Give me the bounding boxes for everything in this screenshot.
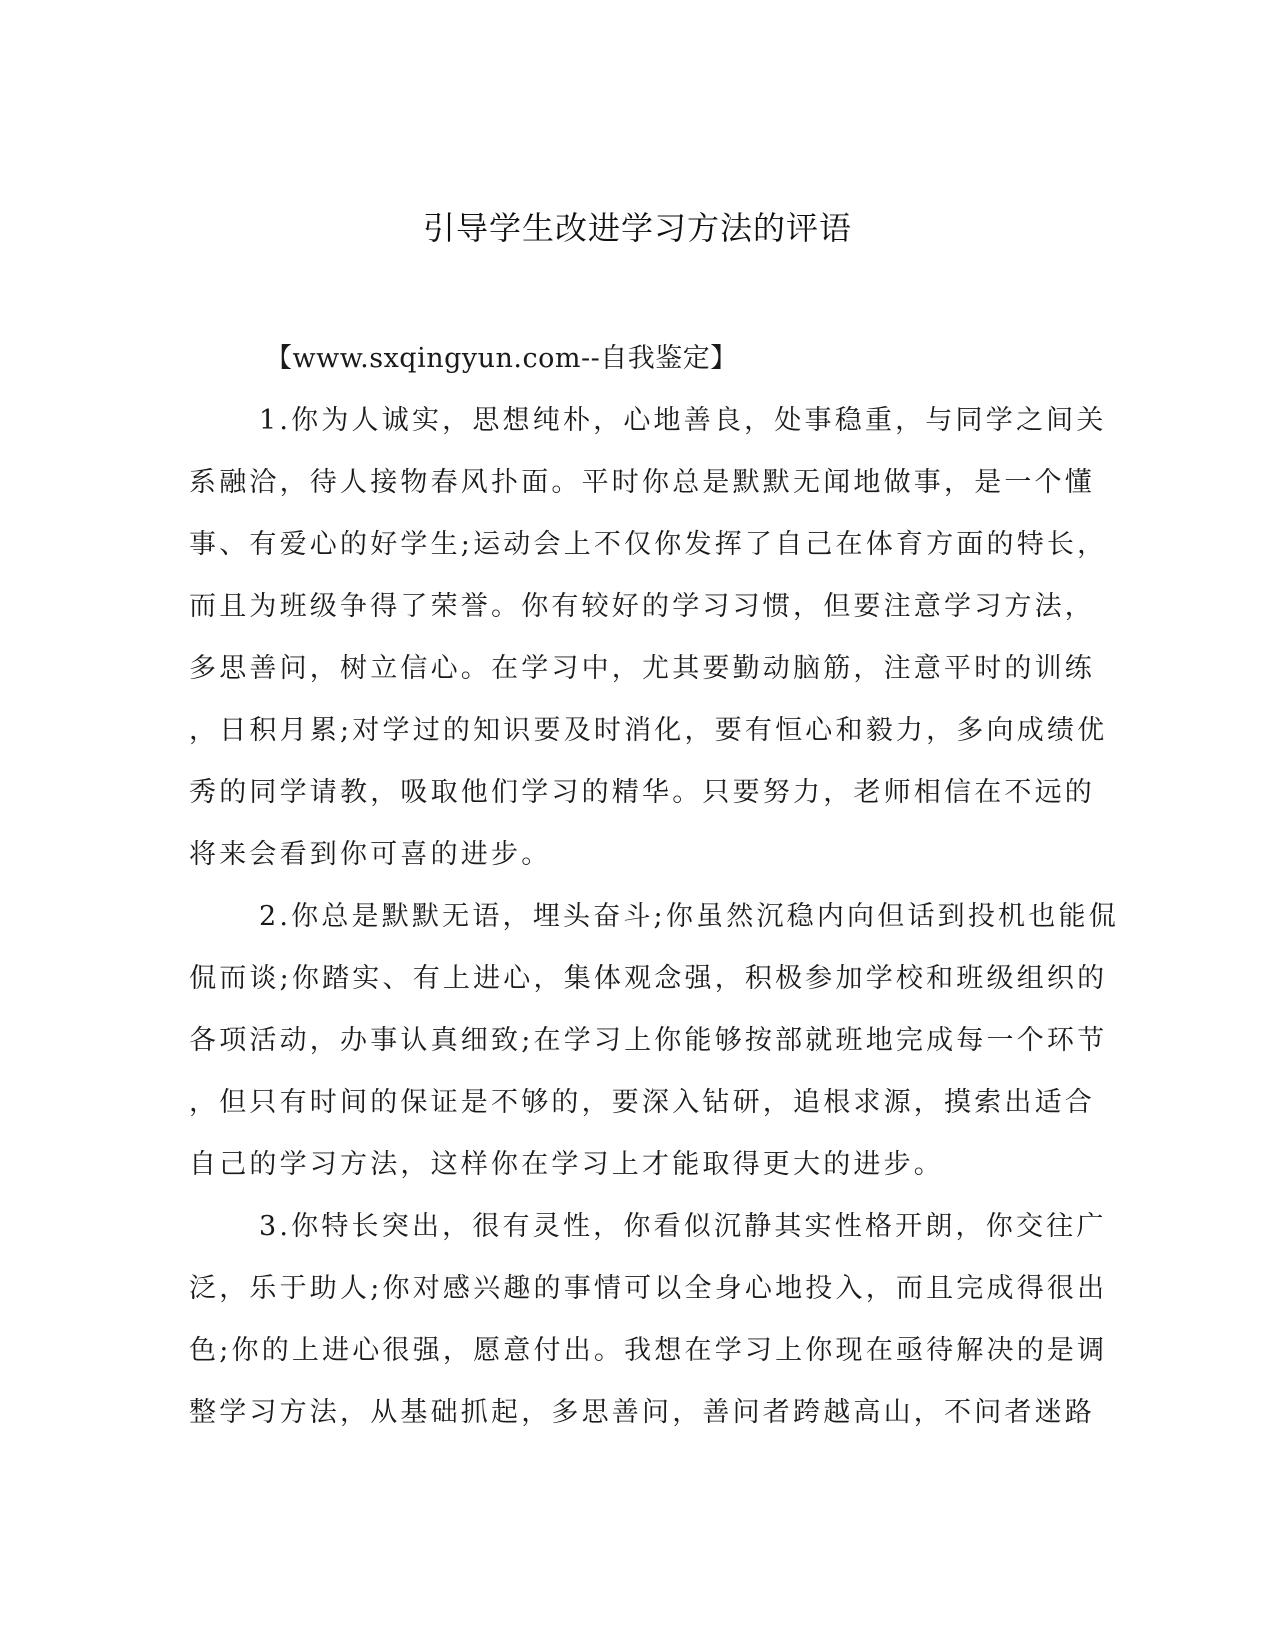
paragraph-line: 系融洽，待人接物春风扑面。平时你总是默默无闻地做事，是一个懂 [189,467,1095,498]
paragraph-1 [189,390,1108,886]
paragraph-line: ，日积月累;对学过的知识要及时消化，要有恒心和毅力，多向成绩优 [189,715,1108,746]
paragraph-line: 而且为班级争得了荣誉。你有较好的学习习惯，但要注意学习方法， [189,591,1095,622]
paragraph-line: 2.你总是默默无语，埋头奋斗;你虽然沉稳内向但话到投机也能侃 [259,901,1119,932]
document-title: 引导学生改进学习方法的评语 [422,209,852,247]
paragraph-line: 秀的同学请教，吸取他们学习的精华。只要努力，老师相信在不远的 [189,777,1095,808]
source-line: 【www.sxqingyun.com--自我鉴定】 [265,343,738,374]
paragraph-line: 侃而谈;你踏实、有上进心，集体观念强，积极参加学校和班级组织的 [189,963,1108,994]
paragraph-2 [189,886,1119,1196]
document-body [189,328,1119,1444]
paragraph-line: 各项活动，办事认真细致;在学习上你能够按部就班地完成每一个环节 [189,1025,1108,1056]
paragraph-line: 整学习方法，从基础抓起，多思善问，善问者跨越高山，不问者迷路 [189,1397,1095,1428]
paragraph-line: ，但只有时间的保证是不够的，要深入钻研，追根求源，摸索出适合 [189,1087,1095,1118]
paragraph-line: 多思善问，树立信心。在学习中，尤其要勤动脑筋，注意平时的训练 [189,653,1095,684]
paragraph-line: 自己的学习方法，这样你在学习上才能取得更大的进步。 [189,1149,944,1180]
paragraph-line: 色;你的上进心很强，愿意付出。我想在学习上你现在亟待解决的是调 [189,1335,1108,1366]
paragraph-3 [189,1196,1108,1444]
paragraph-line: 泛，乐于助人;你对感兴趣的事情可以全身心地投入，而且完成得很出 [189,1273,1108,1304]
paragraph-line: 3.你特长突出，很有灵性，你看似沉静其实性格开朗，你交往广 [259,1211,1107,1242]
paragraph-line: 事、有爱心的好学生;运动会上不仅你发挥了自己在体育方面的特长， [189,529,1108,560]
paragraph-line: 1.你为人诚实，思想纯朴，心地善良，处事稳重，与同学之间关 [259,405,1107,436]
paragraph-line: 将来会看到你可喜的进步。 [189,839,552,870]
